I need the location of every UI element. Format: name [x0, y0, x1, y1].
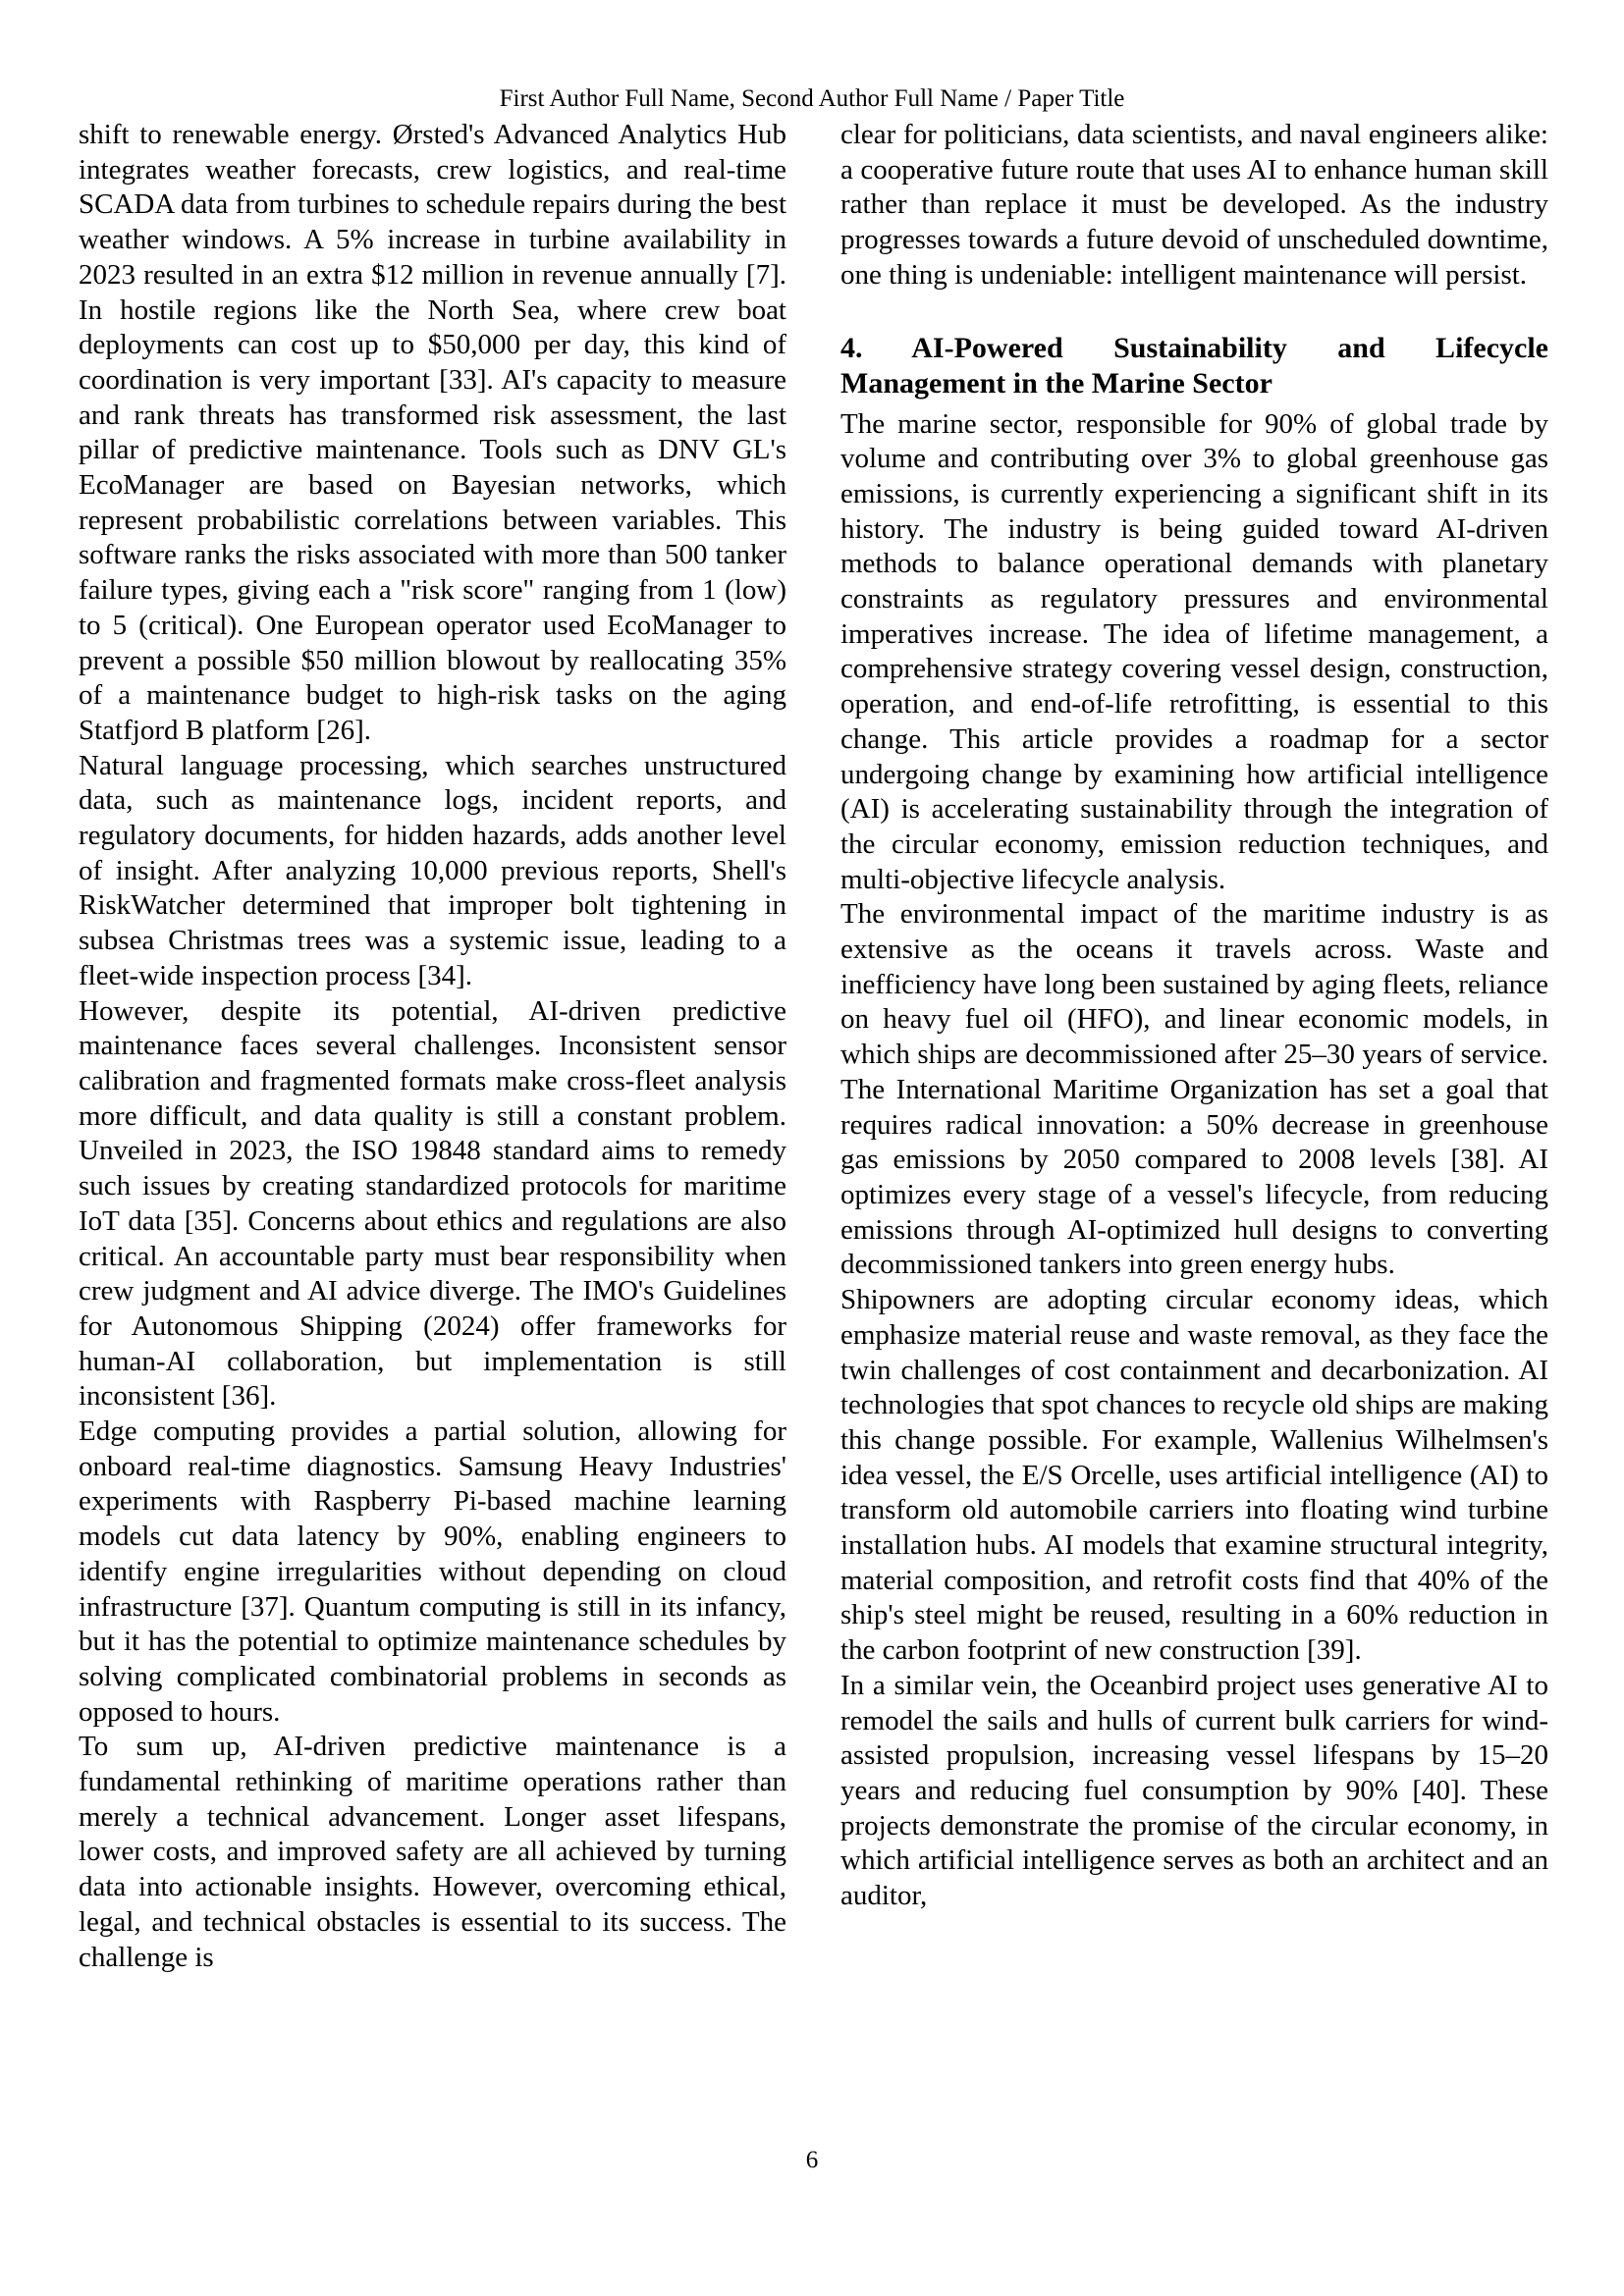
paragraph: The environmental impact of the maritime industry is as extensive as the oceans it travels across. Waste and inefficiency have long been sustained by aging fleets, reliance on heavy fuel oil (HFO), and linear economic models, in which ships are decommissioned after 25–30 years of service. The International Maritime Organization has set a goal that requires radical innovation: a 50% decrease in greenhouse gas emissions by 2050 compared to 2008 levels [38]. AI optimizes every stage of a vessel's lifecycle, from reducing emissions through AI-optimized hull designs to converting decommissioned tankers into green energy hubs.: [840, 898, 1548, 1281]
paragraph: Edge computing provides a partial solution, allowing for onboard real-time diagnostics. Samsung Heavy Industries' experiments with Raspberry Pi-based machine learning models cut data latency by 90%, enabling engineers to identify engine irregularities without depending on cloud infrastructure [37]. Quantum computing is still in its infancy, but it has the potential to optimize maintenance schedules by solving complicated combinatorial problems in seconds as opposed to hours.: [79, 1415, 786, 1728]
section-heading: 4. AI-Powered Sustainability and Lifecycle Management in the Marine Sector: [840, 331, 1548, 400]
running-header: First Author Full Name, Second Author Full Name / Paper Title: [499, 85, 1125, 112]
paragraph: Shipowners are adopting circular economy ideas, which emphasize material reuse and waste removal, as they face the twin challenges of cost containment and decarbonization. AI technologies that spot chances to recycle old ships are making this change possible. For example, Wallenius Wilhelmsen's idea vessel, the E/S Orcelle, uses artificial intelligence (AI) to transform old automobile carriers into floating wind turbine installation hubs. AI models that examine structural integrity, material composition, and retrofit costs find that 40% of the ship's steel might be reused, resulting in a 60% reduction in the carbon footprint of new construction [39].: [840, 1284, 1548, 1667]
paragraph: Natural language processing, which searches unstructured data, such as maintenance logs, incident reports, and regulatory documents, for hidden hazards, adds another level of insight. After analyzing 10,000 previous reports, Shell's RiskWatcher determined that improper bolt tightening in subsea Christmas trees was a systemic issue, leading to a fleet-wide inspection process [34].: [79, 749, 786, 991]
paragraph: shift to renewable energy. Ørsted's Advanced Analytics Hub integrates weather forecasts, crew logistics, and real-time SCADA data from turbines to schedule repairs during the best weather windows. A 5% increase in turbine availability in 2023 resulted in an extra $12 million in revenue annually [7]. In hostile regions like the North Sea, where crew boat deployments can cost up to $50,000 per day, this kind of coordination is very important [33]. AI's capacity to measure and rank threats has transformed risk assessment, the last pillar of predictive maintenance. Tools such as DNV GL's EcoManager are based on Bayesian networks, which represent probabilistic correlations between variables. This software ranks the risks associated with more than 500 tanker failure types, giving each a "risk score" ranging from 1 (low) to 5 (critical). One European operator used EcoManager to prevent a possible $50 million blowout by reallocating 35% of a maintenance budget to high-risk tasks on the aging Statfjord B platform [26].: [79, 119, 786, 746]
paragraph: However, despite its potential, AI-driven predictive maintenance faces several challenges. Inconsistent sensor calibration and fragmented formats make cross-fleet analysis more difficult, and data quality is still a constant problem. Unveiled in 2023, the ISO 19848 standard aims to remedy such issues by creating standardized protocols for maritime IoT data [35]. Concerns about ethics and regulations are also critical. An accountable party must bear responsibility when crew judgment and AI advice diverge. The IMO's Guidelines for Autonomous Shipping (2024) offer frameworks for human-AI collaboration, but implementation is still inconsistent [36].: [79, 994, 786, 1413]
right-column: [840, 118, 1548, 1975]
two-column-body: [0, 114, 1624, 1975]
page-number: 6: [805, 2147, 819, 2173]
paragraph: The marine sector, responsible for 90% of global trade by volume and contributing over 3% to global greenhouse gas emissions, is currently experiencing a significant shift in its history. The industry is being guided toward AI-driven methods to balance operational demands with planetary constraints as regulatory pressures and environmental imperatives increase. The idea of lifetime management, a comprehensive strategy covering vessel design, construction, operation, and end-of-life retrofitting, is essential to this change. This article provides a roadmap for a sector undergoing change by examining how artificial intelligence (AI) is accelerating sustainability through the integration of the circular economy, emission reduction techniques, and multi-objective lifecycle analysis.: [840, 407, 1548, 895]
paragraph: To sum up, AI-driven predictive maintenance is a fundamental rethinking of maritime operations rather than merely a technical advancement. Longer asset lifespans, lower costs, and improved safety are all achieved by turning data into actionable insights. However, overcoming ethical, legal, and technical obstacles is essential to its success. The challenge is: [79, 1731, 786, 1973]
left-column: [79, 118, 786, 1975]
paragraph: In a similar vein, the Oceanbird project uses generative AI to remodel the sails and hulls of current bulk carriers for wind-assisted propulsion, increasing vessel lifespans by 15–20 years and reducing fuel consumption by 90% [40]. These projects demonstrate the promise of the circular economy, in which artificial intelligence serves as both an architect and an auditor,: [840, 1669, 1548, 1912]
paragraph: clear for politicians, data scientists, and naval engineers alike: a cooperative future route that uses AI to enhance human skill rather than replace it must be developed. As the industry progresses towards a future devoid of unscheduled downtime, one thing is undeniable: intelligent maintenance will persist.: [840, 119, 1548, 291]
